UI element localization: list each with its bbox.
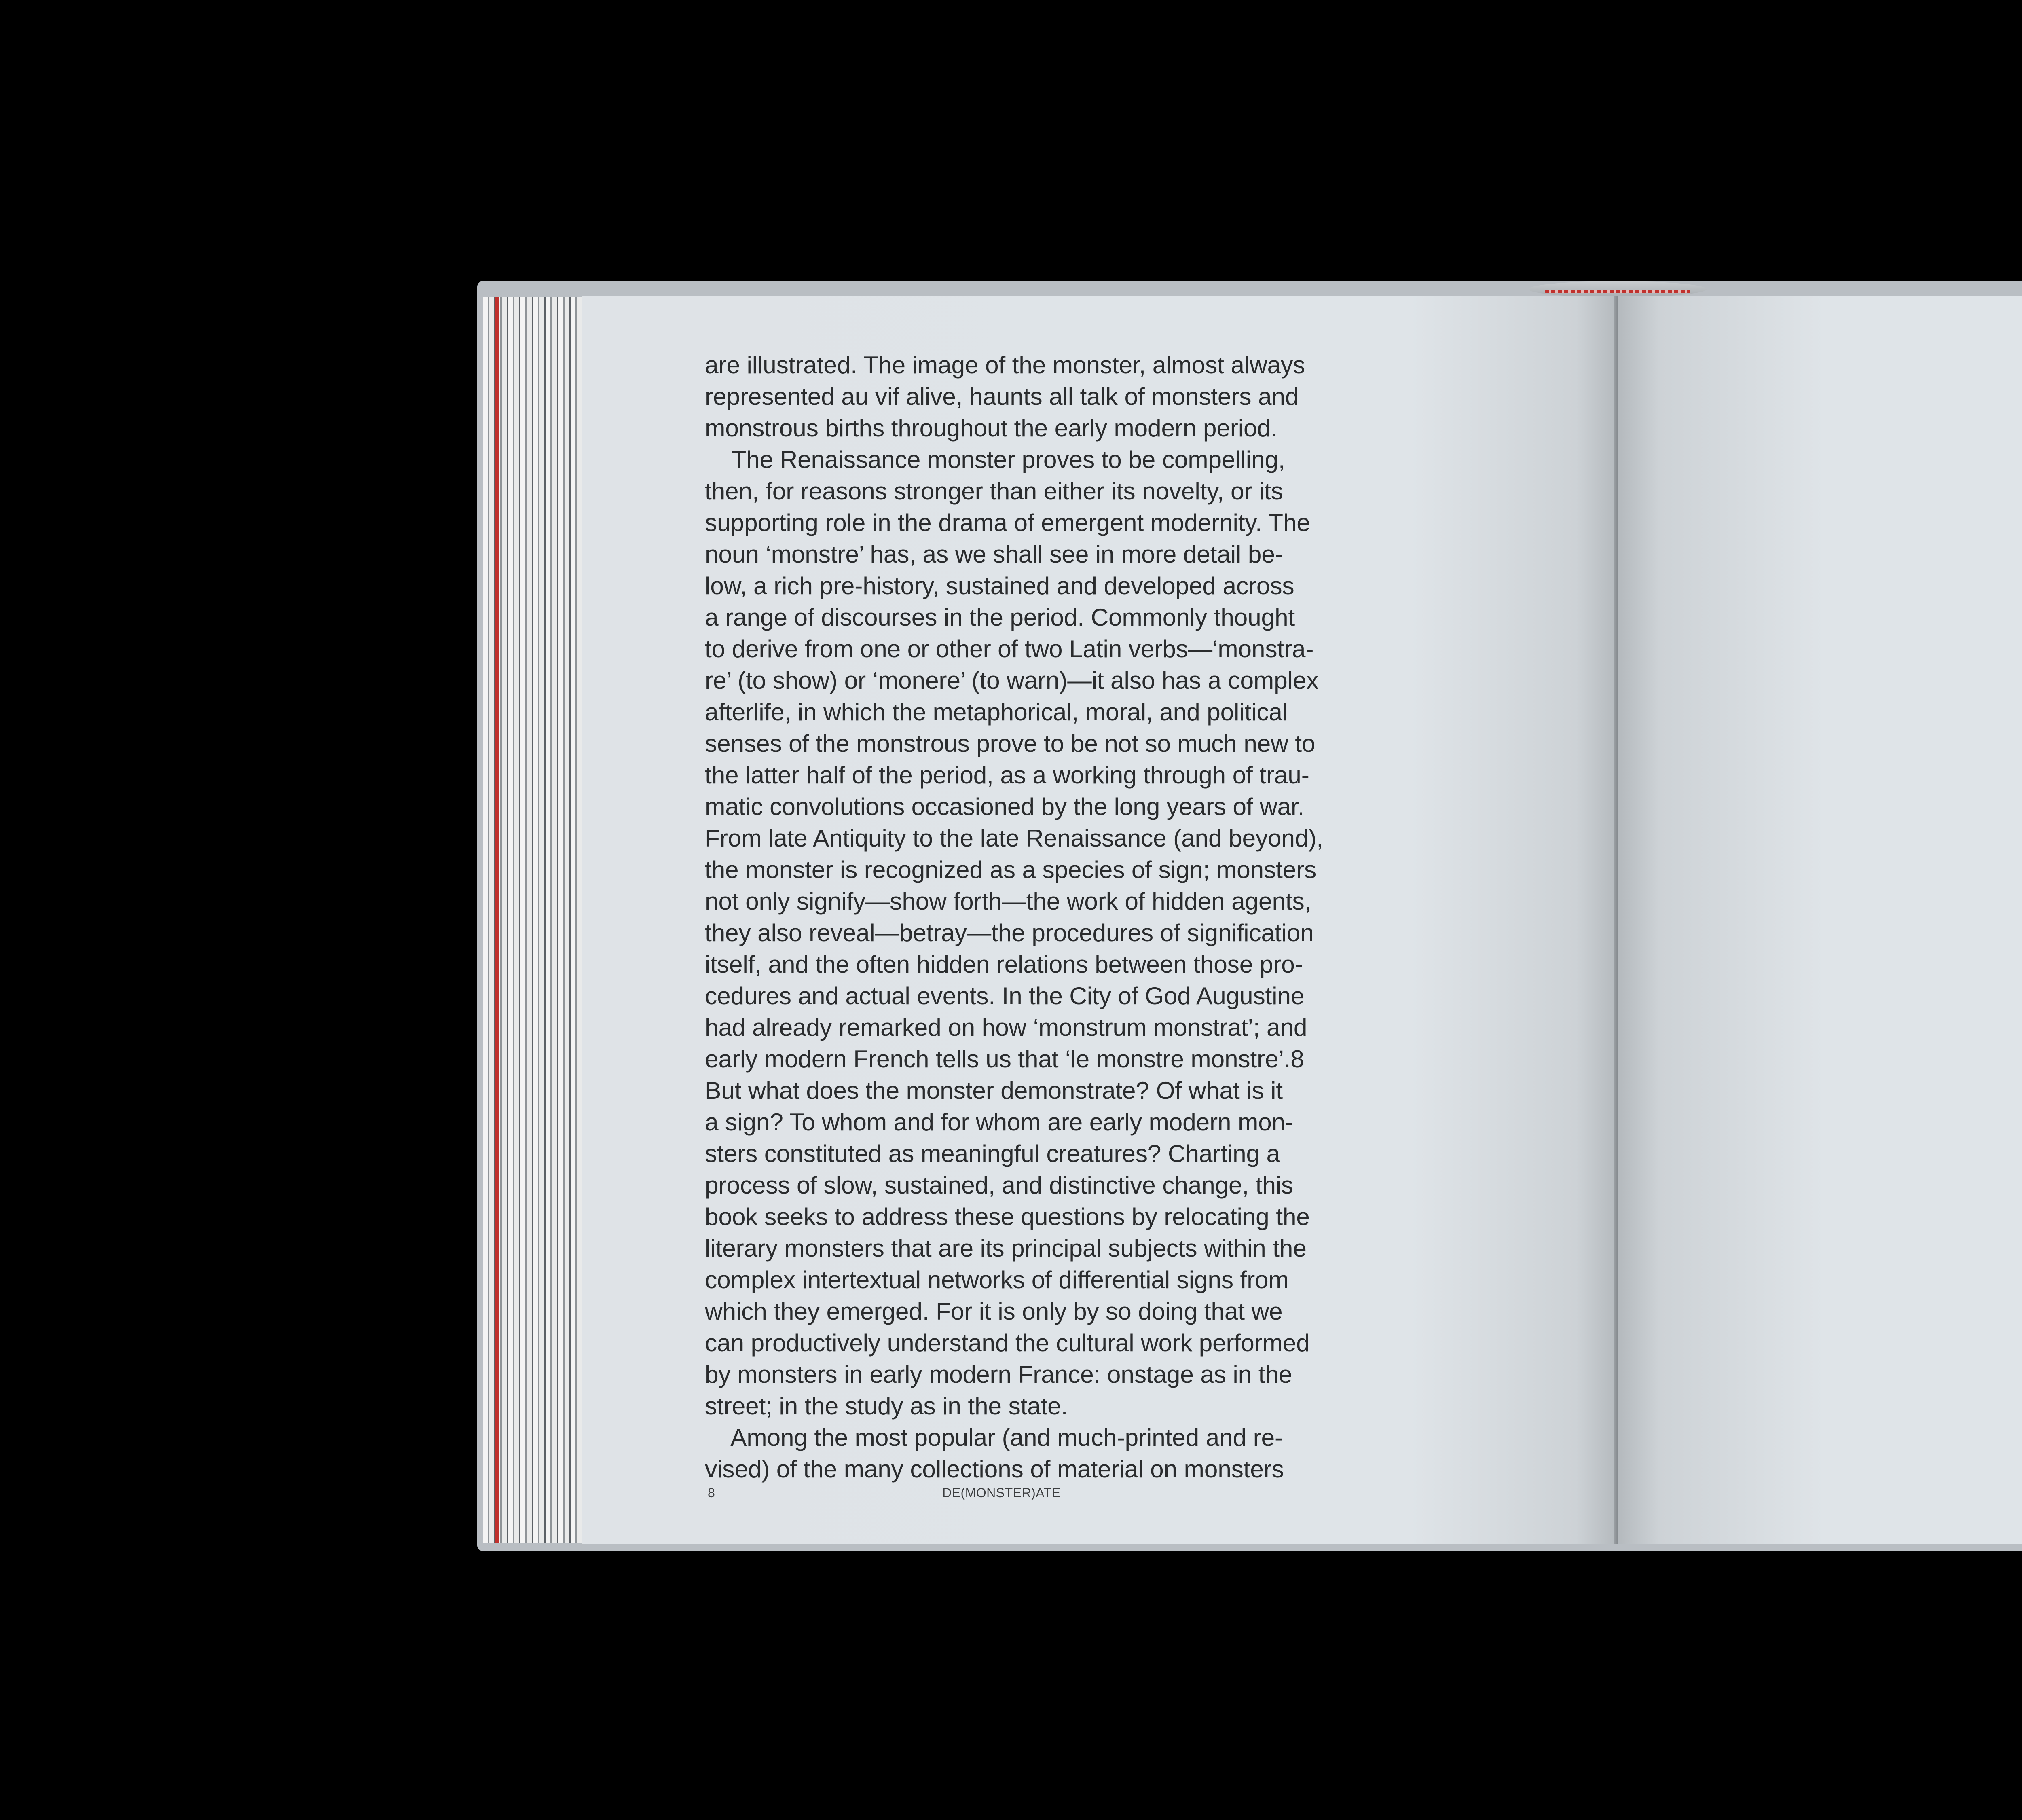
open-book	[477, 281, 2022, 1551]
left-page-body: are illustrated. The image of the monster, almost always represented au vif alive, haunts all talk of monsters and monstrous births throughout the early modern period. The Renaissance monster proves to be compelling, then, for reasons stronger than either its novelty, or its supporting role in the drama of emergent modernity. The noun ‘monstre’ has, as we shall see in more detail be- low, a rich pre-history, sustained and developed across a range of discourses in the period. Commonly thought to derive from one or other of two Latin verbs—‘monstra- re’ (to show) or ‘monere’ (to warn)—it also has a complex afterlife, in which the metaphorical, moral, and political senses of the monstrous prove to be not so much new to the latter half of the period, as a working through of trau- matic convolutions occasioned by the long years of war. From late Antiquity to the late Renaissance (and beyond), the monster is recognized as a species of sign; monsters not only signify—show forth—the work of hidden agents, they also reveal—betray—the procedures of signification itself, and the often hidden relations between those pro- cedures and actual events. In the City of God Augustine had already remarked on how ‘monstrum monstrat’; and early modern French tells us that ‘le monstre monstre’.8 But what does the monster demonstrate? Of what is it a sign? To whom and for whom are early modern mon- sters constituted as meaningful creatures? Charting a process of slow, sustained, and distinctive change, this book seeks to address these questions by relocating the literary monsters that are its principal subjects within the complex intertextual networks of differential signs from which they emerged. For it is only by so doing that we can productively understand the cultural work performed by monsters in early modern France: onstage as in the street; in the study as in the state. Among the most popular (and much-printed and re- vised) of the many collections of material on monsters	[705, 351, 1323, 1483]
left-page-edges	[483, 297, 584, 1543]
headband-stitching	[1545, 290, 1690, 293]
right-page	[1618, 296, 2022, 1544]
left-red-edge	[495, 297, 499, 1543]
left-running-head: DE(MONSTER)ATE	[942, 1486, 1061, 1500]
left-page	[582, 296, 1618, 1544]
left-folio-number: 8	[708, 1486, 715, 1500]
spine-headband	[1529, 281, 1707, 297]
